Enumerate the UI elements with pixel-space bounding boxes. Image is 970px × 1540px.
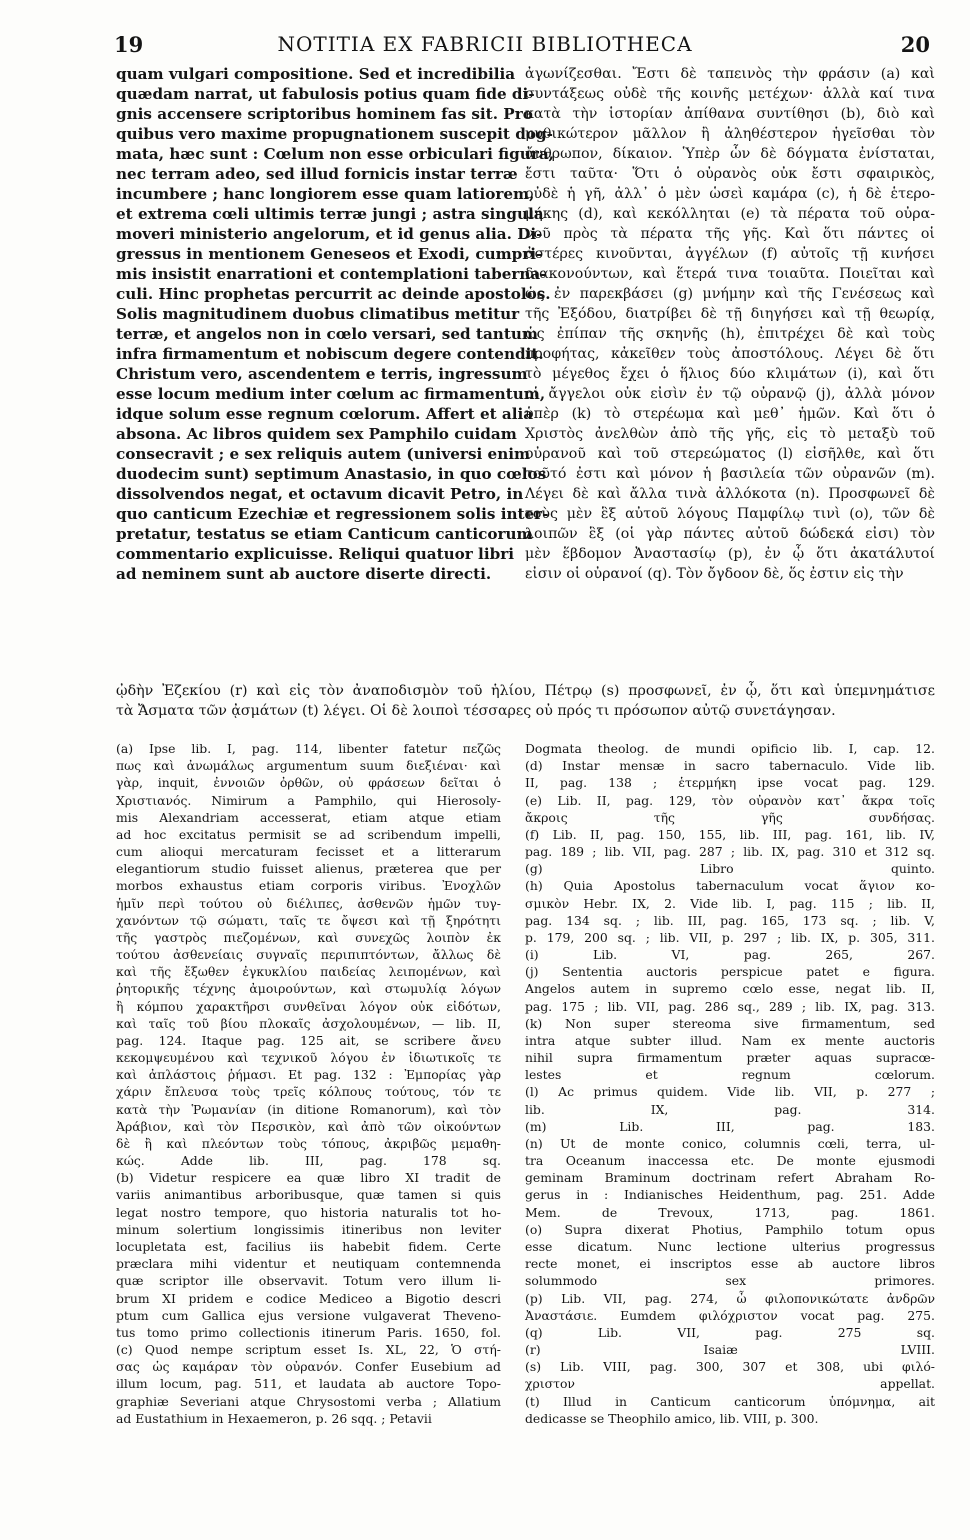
running-header xyxy=(0,32,970,62)
text-line: moveri ministerio angelorum, et id genus alia. Di- xyxy=(116,225,543,243)
text-line: ὡς ἐν παρεκβάσει (g) μνήμην καὶ τῆς Γενέσεως καὶ xyxy=(525,286,935,302)
text-line: κατὰ τὴν ἱστορίαν ἀπίθανα συντίθησι (b), διὸ καὶ xyxy=(525,106,935,122)
text-line: Dogmata theolog. de mundi opificio lib. I, cap. 12. xyxy=(525,741,935,756)
text-line: Mem. de Trevoux, 1713, pag. 1861. xyxy=(525,1204,935,1220)
text-line: χριστον appellat. xyxy=(525,1376,935,1392)
text-line: Λέγει δὲ καὶ ἄλλα τινὰ ἀλλόκοτα (n). Προσφωνεῖ δὲ xyxy=(525,486,935,502)
text-line: (d) Instar mensæ in sacro tabernaculo. Vide lib. xyxy=(525,758,935,774)
text-line: (j) Sententia auctoris perspicue patet e figura. xyxy=(525,964,935,980)
text-line: quibus vero maxime propugnationem suscepit dog- xyxy=(116,125,553,143)
text-line: εἰσιν οἱ οὐρανοί (q). Τὸν ὄγδοον δὲ, ὅς ἐστιν εἰς τὴν xyxy=(525,566,904,582)
text-line: χάριν ἔπλευσα τοὺς τρεῖς κόλπους τούτους, τόν τε xyxy=(116,1084,501,1100)
text-line: geminam Braminum doctrinam refert Abraham Ro- xyxy=(525,1170,935,1186)
text-line: (c) Quod nempe scriptum esset Is. XL, 22, Ὁ στή- xyxy=(116,1342,501,1358)
text-line: λοιπῶν ἓξ (οἱ γὰρ πάντες αὐτοῦ δώδεκά εἰσι) τὸν xyxy=(525,526,935,542)
text-line: idque solum esse regnum cœlorum. Affert et alia xyxy=(116,405,534,423)
text-line: lestes et regnum cœlorum. xyxy=(525,1067,935,1083)
text-line: commentario explicuisse. Reliqui quatuor libri xyxy=(116,545,514,563)
text-line: pretatur, testatus se etiam Canticum canticorum xyxy=(116,525,533,543)
text-line: ἡμῖν περὶ τούτου οὐ διέλιπες, ἀσθενῶν ἡμῶν τυγ- xyxy=(116,895,501,911)
text-line: ad hoc excitatus permisit se ad scribendum impelli, xyxy=(116,826,501,842)
text-line: τῆς γαστρὸς πιεζομένων, καὶ συνεχῶς λοιπὸν ἐκ xyxy=(116,929,501,945)
text-line: γὰρ, inquit, ἐννοιῶν ὀρθῶν, οὐ φράσεων δεῖται ὁ xyxy=(116,775,501,791)
text-line: gressus in mentionem Geneseos et Exodi, cumpri- xyxy=(116,245,543,263)
text-line: lib. IX, pag. 314. xyxy=(525,1101,935,1117)
text-line: ᾠδὴν Ἐζεκίου (r) καὶ εἰς τὸν ἀναποδισμὸν τοῦ ἡλίου, Πέτρῳ (s) προσφωνεῖ, ἐν ᾧ, ὅτι καὶ ὑπεμνημάτισε xyxy=(116,683,935,699)
text-line: μὲν ἕβδομον Ἀναστασίῳ (p), ἐν ᾧ ὅτι ἀκατάλυτοί xyxy=(525,546,935,562)
text-line: intra atque subter illud. Nam ex mente auctoris xyxy=(525,1032,935,1048)
text-line: (a) Ipse lib. I, pag. 114, libenter fatetur πεζῶς xyxy=(116,741,501,756)
text-line: ῥητορικῆς τέχνης ἀμοιρούντων, καὶ στωμυλίᾳ λόγων xyxy=(116,981,501,997)
text-line: nec terram adeo, sed illud fornicis instar terræ xyxy=(116,165,518,183)
text-line: (f) Lib. II, pag. 150, 155, lib. III, pag. 161, lib. IV, xyxy=(525,826,935,842)
text-line: infra firmamentum et nobiscum degere contendit. xyxy=(116,345,544,363)
text-line: τοὺς μὲν ἓξ αὐτοῦ λόγους Παμφίλῳ τινὶ (o), τῶν δὲ xyxy=(525,506,935,522)
text-line: nihil supra firmamentum præter aquas supracœ- xyxy=(525,1050,935,1066)
text-line: dedicasse se Theophilo amico, lib. VIII, p. 300. xyxy=(525,1410,819,1426)
text-line: quæ scriptor ille observavit. Totum vero illum li- xyxy=(116,1273,501,1289)
text-line: νοῦ πρὸς τὰ πέρατα τῆς γῆς. Καὶ ὅτι πάντες οἱ xyxy=(525,226,935,242)
text-line: locupletata est, facilius iis habebit fidem. Certe xyxy=(116,1238,501,1254)
text-line: προφήτας, κἀκεῖθεν τοὺς ἀποστόλους. Λέγει δὲ ὅτι xyxy=(525,346,935,362)
text-line: (b) Videtur respicere ea quæ libro XI tradit de xyxy=(116,1170,501,1186)
text-line: pag. 175 ; lib. VII, pag. 286 sq., 289 ; lib. IX, pag. 313. xyxy=(525,998,935,1014)
text-line: σμικὸν Hebr. IX, 2. Vide lib. I, pag. 115 ; lib. II, xyxy=(525,895,935,911)
text-line: δὲ ἢ καὶ πλεόντων τοὺς τόπους, ἀκριβῶς μεμαθη- xyxy=(116,1135,501,1151)
text-line: καὶ ταῖς τοῦ βίου πλοκαῖς ἀσχολουμένων, — lib. II, xyxy=(116,1015,501,1031)
text-line: ἀστέρες κινοῦνται, ἀγγέλων (f) αὐτοῖς τῇ κινήσει xyxy=(525,246,935,262)
text-line: καὶ ἀπλάστοις ῥήμασι. Et pag. 132 : Ἐμπορίας γὰρ xyxy=(116,1067,501,1083)
text-line: τὰ Ἄσματα τῶν ᾀσμάτων (t) λέγει. Οἱ δὲ λοιποὶ τέσσαρες οὐ πρός τι πρόσωπον αὐτῷ συνετάγησαν. xyxy=(116,703,836,719)
text-line: (o) Supra dixerat Photius, Pamphilo totum opus xyxy=(525,1221,935,1237)
text-line: ὡς ἐπίπαν τῆς σκηνῆς (h), ἐπιτρέχει δὲ καὶ τοὺς xyxy=(525,326,935,342)
text-line: Ἀναστάσιε. Eumdem φιλόχριστον vocat pag. 275. xyxy=(525,1307,935,1323)
text-line: ad neminem sunt ab auctore diserte directi. xyxy=(116,565,492,583)
text-line: et extrema cœli ultimis terræ jungi ; astra singula xyxy=(116,205,544,223)
text-line: esse dicatum. Nunc lectione ulterius progressus xyxy=(525,1238,935,1254)
text-line: ad Eustathium in Hexaemeron, p. 26 sqq. ; Petavii xyxy=(116,1410,432,1426)
text-line: οἱ ἄγγελοι οὐκ εἰσὶν ἐν τῷ οὐρανῷ (j), ἀλλὰ μόνον xyxy=(525,386,935,402)
page-number-right: 20 xyxy=(900,32,930,57)
text-line: (s) Lib. VIII, pag. 300, 307 et 308, ubi φιλό- xyxy=(525,1359,935,1375)
text-line: pag. 189 ; lib. VII, pag. 287 ; lib. IX, pag. 310 et 312 sq. xyxy=(525,844,935,860)
text-line: pag. 124. Itaque pag. 125 ait, se scribere ἄνευ xyxy=(116,1032,501,1048)
text-line: consecravit ; e sex reliquis autem (universi enim xyxy=(116,445,531,463)
text-line: Χριστιανός. Nimirum a Pamphilo, qui Hierosoly- xyxy=(116,792,501,808)
text-line: esse locum medium inter cœlum ac firmamentum, xyxy=(116,385,546,403)
text-line: quam vulgari compositione. Sed et incredibilia xyxy=(116,65,516,83)
text-line: quo canticum Ezechiæ et regressionem solis inter- xyxy=(116,505,549,523)
text-line: (l) Ac primus quidem. Vide lib. VII, p. 277 ; xyxy=(525,1084,935,1100)
text-line: οὐρανοῦ καὶ τοῦ στερεώματος (l) εἰσῆλθε, καὶ ὅτι xyxy=(525,446,935,462)
text-line: κατὰ τὴν Ῥωμανίαν (in ditione Romanorum), καὶ τὸν xyxy=(116,1101,501,1117)
text-line: elegantiorum studio fuisset alienus, præterea que per xyxy=(116,861,501,877)
text-line: κώς. Adde lib. III, pag. 178 sq. xyxy=(116,1153,501,1169)
running-title: NOTITIA EX FABRICII BIBLIOTHECA xyxy=(277,32,693,56)
text-line: solummodo sex primores. xyxy=(525,1273,935,1289)
text-line: culi. Hinc prophetas percurrit ac deinde apostolos. xyxy=(116,285,551,303)
text-line: illum locum, pag. 511, et laudata ab auctore Topo- xyxy=(116,1376,501,1392)
greek-column xyxy=(525,64,935,584)
text-line: mata, hæc sunt : Cœlum non esse orbiculari figura, xyxy=(116,145,554,163)
text-line: (h) Quia Apostolus tabernaculum vocat ἅγιον κο- xyxy=(525,878,935,894)
greek-spanning-lines xyxy=(116,681,935,721)
text-line: τὸ μέγεθος ἔχει ὁ ἥλιος δύο κλιμάτων (i), καὶ ὅτι xyxy=(525,366,935,382)
text-line: recte monet, ei inscriptos esse ab auctore libros xyxy=(525,1256,935,1272)
text-line: terræ, et angelos non in cœlo versari, sed tantum xyxy=(116,325,538,343)
text-line: Solis magnitudinem duobus climatibus metitur xyxy=(116,305,520,323)
text-line: (n) Ut de monte conico, columnis cœli, terra, ul- xyxy=(525,1135,935,1151)
text-line: οὐδὲ ἡ γῆ, ἀλλ᾽ ὁ μὲν ὡσεὶ καμάρα (c), ἡ δὲ ἑτερο- xyxy=(525,186,935,202)
latin-column xyxy=(116,64,554,584)
text-line: mis Alexandriam accesserat, etiam atque etiam xyxy=(116,809,501,825)
text-line: κεκομψευμένου καὶ τεχνικοῦ λόγου ἐν ἰδιωτικοῖς τε xyxy=(116,1050,501,1066)
text-line: tus tomo primo collectionis itinerum Paris. 1650, fol. xyxy=(116,1324,501,1340)
text-line: (i) Lib. VI, pag. 265, 267. xyxy=(525,947,935,963)
text-line: ὑπὲρ (k) τὸ στερέωμα καὶ μεθ᾽ ἡμῶν. Καὶ ὅτι ὁ xyxy=(525,406,935,422)
text-line: incumbere ; hanc longiorem esse quam latiorem, xyxy=(116,185,535,203)
text-line: τῆς Ἐξόδου, διατρίβει δὲ τῇ διηγήσει καὶ τῇ θεωρίᾳ, xyxy=(525,306,935,322)
text-line: Χριστὸς ἀνελθὼν ἀπὸ τῆς γῆς, εἰς τὸ μεταξὺ τοῦ xyxy=(525,426,935,442)
text-line: p. 179, 200 sq. ; lib. VII, p. 297 ; lib. IX, p. 305, 311. xyxy=(525,929,935,945)
text-line: tra Oceanum inaccessa etc. De monte ejusmodi xyxy=(525,1153,935,1169)
text-line: graphiæ Severiani atque Chrysostomi verba ; Allatium xyxy=(116,1393,501,1409)
text-line: (t) Illud in Canticum canticorum ὑπόμνημα, ait xyxy=(525,1393,935,1409)
text-line: τοῦτό ἐστι καὶ μόνον ἡ βασιλεία τῶν οὐρανῶν (m). xyxy=(525,466,935,482)
text-line: gerus in : Indianisches Heidenthum, pag. 251. Adde xyxy=(525,1187,935,1203)
text-line: dissolvendos negat, et octavum dicavit Petro, in xyxy=(116,485,524,503)
text-line: minum solertium longissimis itineribus non leviter xyxy=(116,1221,501,1237)
text-line: brum XI pridem e codice Mediceo a Bigotio descri xyxy=(116,1290,501,1306)
text-line: χανόντων τῷ σώματι, ταῖς τε ὄψεσι καὶ τῇ ξηρότητι xyxy=(116,912,501,928)
page-number-left: 19 xyxy=(114,32,144,57)
text-line: (r) Isaiæ LVIII. xyxy=(525,1342,935,1358)
text-line: (q) Lib. VII, pag. 275 sq. xyxy=(525,1324,935,1340)
text-line: ἄνθρωπον, δίκαιον. Ὑπὲρ ὧν δὲ δόγματα ἐνίσταται, xyxy=(525,146,935,162)
text-line: μυθικώτερον μᾶλλον ἢ ἀληθέστερον ἡγεῖσθαι τὸν xyxy=(525,126,935,142)
text-line: Ἀράβιον, καὶ τὸν Περσικὸν, καὶ ἀπὸ τῶν οἰκούντων xyxy=(116,1118,501,1134)
text-line: ἄκροις τῆς γῆς συνδήσας. xyxy=(525,809,935,825)
text-line: Christum vero, ascendentem e terris, ingressum xyxy=(116,365,528,383)
text-line: quædam narrat, ut fabulosis potius quam fide di- xyxy=(116,85,535,103)
footnotes-left-column xyxy=(116,740,501,1427)
text-line: καὶ τῆς ἔξωθεν ἐγκυκλίου παιδείας λειπομένων, καὶ xyxy=(116,964,501,980)
text-line: morbos exhaustus etiam corporis viribus. Ἐνοχλῶν xyxy=(116,878,501,894)
text-line: σας ὡς καμάραν τὸν οὐρανόν. Confer Eusebium ad xyxy=(116,1359,501,1375)
text-line: mis insistit enarrationi et contemplationi taberna- xyxy=(116,265,547,283)
text-line: τούτου ἀσθενείαις συγναῖς περιπιπτόντων, ἄλλως δὲ xyxy=(116,947,501,963)
text-line: (k) Non super stereoma sive firmamentum, sed xyxy=(525,1015,935,1031)
text-line: variis animantibus arboribusque, quæ tamen si quis xyxy=(116,1187,501,1203)
text-line: συντάξεως οὐδὲ τῆς κοινῆς μετέχων· ἀλλὰ καί τινα xyxy=(525,86,935,102)
text-line: duodecim sunt) septimum Anastasio, in quo cœlos xyxy=(116,465,547,483)
text-line: (g) Libro quinto. xyxy=(525,861,935,877)
text-line: (m) Lib. III, pag. 183. xyxy=(525,1118,935,1134)
text-line: præclara mihi videntur et neutiquam contemnenda xyxy=(116,1256,501,1272)
text-line: cum alioqui mercaturam fecisset et a litterarum xyxy=(116,844,501,860)
text-line: πως καὶ ἀνωμάλως argumentum suum διεξιέναι· καὶ xyxy=(116,758,501,774)
text-line: pag. 134 sq. ; lib. III, pag. 165, 173 sq. ; lib. V, xyxy=(525,912,935,928)
text-line: gnis accensere scriptoribus hominem fas sit. Pro xyxy=(116,105,533,123)
text-line: (e) Lib. II, pag. 129, τὸν οὐρανὸν κατ᾽ ἄκρα τοῖς xyxy=(525,792,935,808)
text-line: διακονούντων, καὶ ἕτερά τινα τοιαῦτα. Ποιεῖται καὶ xyxy=(525,266,935,282)
text-line: absona. Ac libros quidem sex Pamphilo cuidam xyxy=(116,425,517,443)
text-line: ptum cum Gallica ejus versione vulgaverat Theveno- xyxy=(116,1307,501,1323)
text-line: legat nostro tempore, quo historia naturalis tot ho- xyxy=(116,1204,501,1220)
text-line: ἔστι ταῦτα· Ὅτι ὁ οὐρανὸς οὐκ ἔστι σφαιρικὸς, xyxy=(525,166,935,182)
text-line: Angelos autem in supremo cœlo esse, negat lib. II, xyxy=(525,981,935,997)
footnotes-right-column xyxy=(525,740,935,1427)
text-line: ἢ κόμπου χαρακτῆρσι συνθεῖναι λόγον οὐκ εἰδότων, xyxy=(116,998,501,1014)
text-line: μήκης (d), καὶ κεκόλληται (e) τὰ πέρατα τοῦ οὐρα- xyxy=(525,206,935,222)
text-line: ἀγωνίζεσθαι. Ἔστι δὲ ταπεινὸς τὴν φράσιν (a) καὶ xyxy=(525,66,935,82)
text-line: (p) Lib. VII, pag. 274, ὦ φιλοπονικώτατε ἀνδρῶν xyxy=(525,1290,935,1306)
text-line: II, pag. 138 ; ἑτερμήκη ipse vocat pag. 129. xyxy=(525,775,935,791)
